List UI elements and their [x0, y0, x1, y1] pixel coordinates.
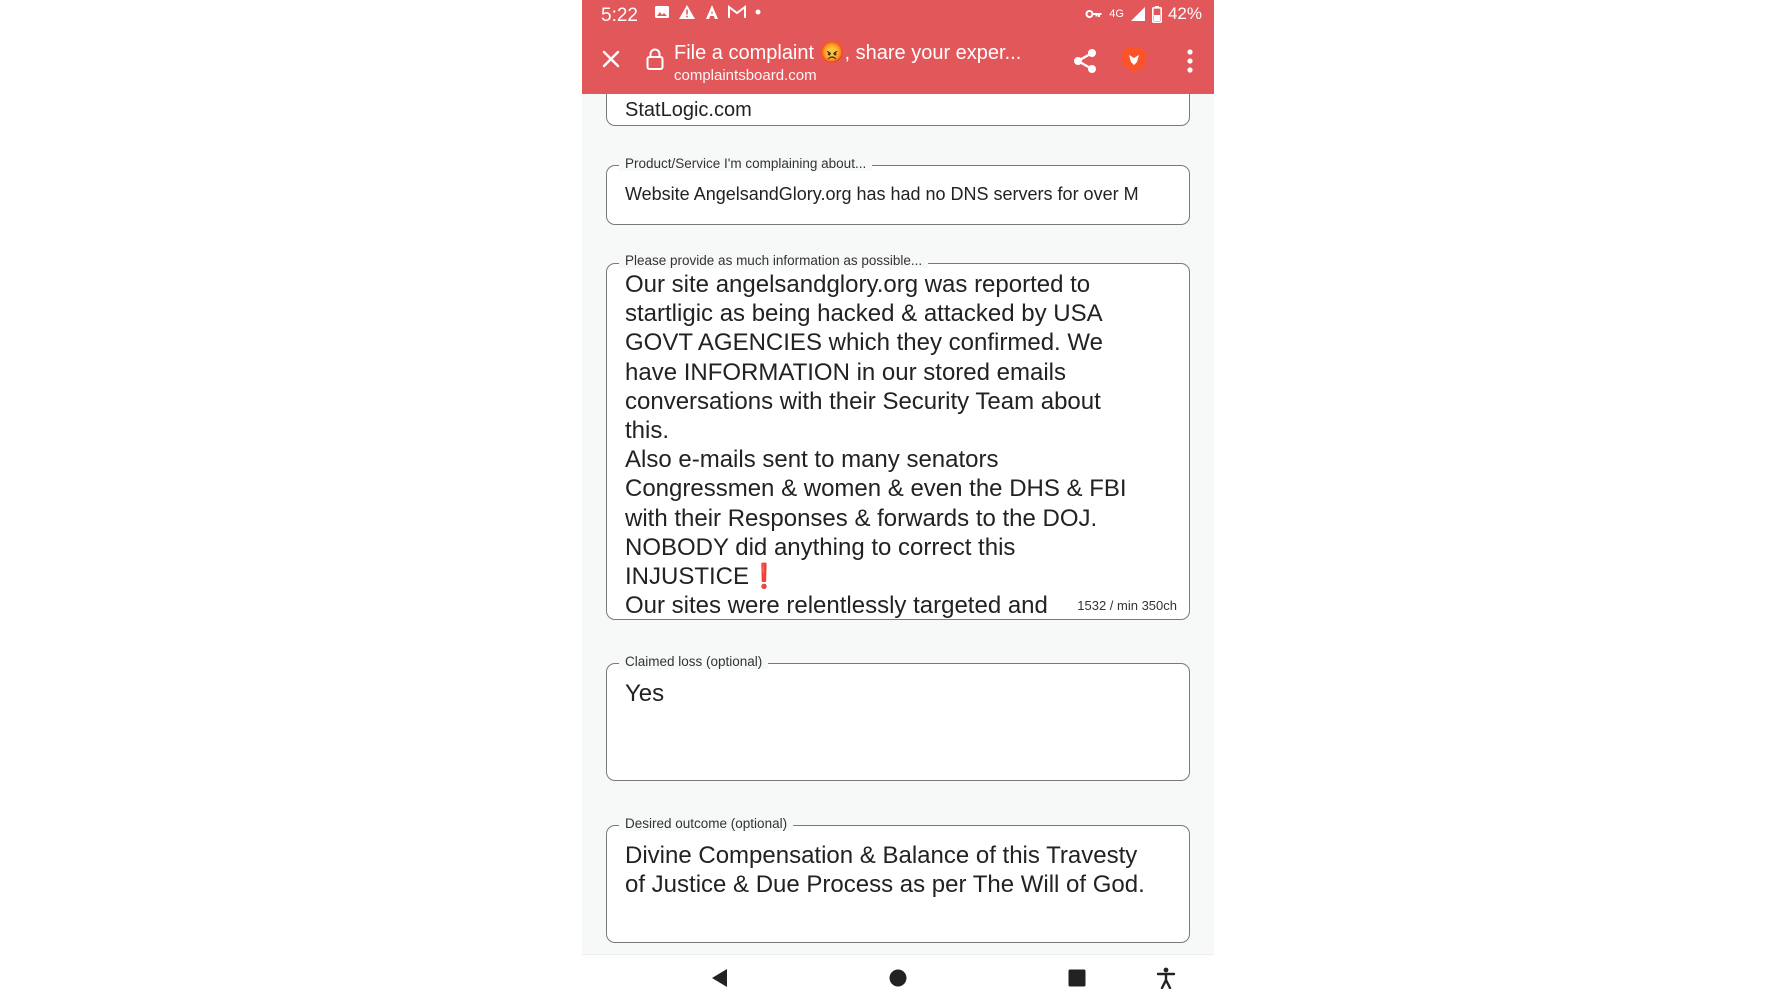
- claimed-loss-label: Claimed loss (optional): [619, 654, 768, 669]
- details-line: conversations with their Security Team about: [625, 387, 1101, 415]
- app-icon: [704, 4, 720, 20]
- outcome-line: Divine Compensation & Balance of this Travesty: [625, 842, 1138, 869]
- recents-button[interactable]: [1067, 967, 1087, 989]
- phone-screen: [582, 0, 1214, 1000]
- android-nav-bar: [582, 954, 1214, 1000]
- image-icon: [654, 4, 670, 20]
- outcome-line: of Justice & Due Process as per The Will of God.: [625, 871, 1145, 899]
- close-tab-button[interactable]: [596, 44, 626, 74]
- desired-outcome-label: Desired outcome (optional): [619, 816, 793, 831]
- warning-icon: [678, 4, 696, 20]
- product-value: Website AngelsandGlory.org has had no DNS servers for over M: [625, 184, 1139, 204]
- home-button[interactable]: [888, 967, 908, 989]
- details-line: Our sites were relentlessly targeted and: [625, 592, 1048, 620]
- network-type: 4G: [1109, 8, 1124, 20]
- share-icon[interactable]: [1070, 46, 1100, 76]
- more-options-icon[interactable]: [1180, 46, 1200, 76]
- details-line: have INFORMATION in our stored emails: [625, 358, 1067, 386]
- lock-icon[interactable]: [646, 48, 664, 70]
- battery-percent: 42%: [1167, 4, 1202, 23]
- back-button[interactable]: [709, 967, 729, 989]
- product-label: Product/Service I'm complaining about...: [619, 156, 872, 171]
- details-line: this.: [625, 417, 670, 445]
- desired-outcome-field[interactable]: [606, 816, 1190, 943]
- product-field[interactable]: [606, 156, 1190, 225]
- battery-icon: [1152, 6, 1162, 23]
- form-scroll-area[interactable]: [582, 94, 1214, 954]
- accessibility-icon[interactable]: [1156, 967, 1176, 989]
- claimed-loss-field[interactable]: [606, 654, 1190, 781]
- details-line: INJUSTICE❗: [625, 563, 779, 591]
- details-line: Congressmen & women & even the DHS & FBI: [625, 475, 1127, 503]
- system-icons: [1085, 4, 1202, 24]
- claimed-loss-value: Yes: [625, 680, 665, 707]
- page-url[interactable]: complaintsboard.com: [674, 67, 817, 84]
- close-icon: [602, 50, 620, 68]
- gmail-icon: [728, 5, 746, 19]
- browser-header: [582, 0, 1214, 94]
- details-field[interactable]: [606, 263, 1190, 620]
- brave-lion-icon[interactable]: [1118, 44, 1150, 76]
- details-text: [625, 270, 1171, 620]
- signal-icon: [1130, 6, 1146, 22]
- page-title[interactable]: File a complaint 😡, share your exper...: [674, 42, 1022, 64]
- details-label: Please provide as much information as possible...: [619, 253, 928, 268]
- details-line: with their Responses & forwards to the DOJ.: [625, 504, 1098, 532]
- notification-icons: [654, 4, 762, 20]
- company-value: StatLogic.com: [625, 99, 752, 121]
- address-bar: [582, 30, 1214, 94]
- status-time: 5:22: [601, 5, 638, 26]
- key-icon: [1085, 8, 1103, 20]
- details-line: NOBODY did anything to correct this: [625, 533, 1016, 561]
- status-bar: [582, 0, 1214, 30]
- desired-outcome-value: [625, 841, 1171, 899]
- details-line: startligic as being hacked & attacked by USA: [625, 300, 1103, 328]
- details-line: Also e-mails sent to many senators: [625, 446, 999, 474]
- company-field[interactable]: [606, 94, 1190, 126]
- dot-icon: [754, 8, 762, 16]
- details-line: GOVT AGENCIES which they confirmed. We: [625, 329, 1103, 357]
- details-line: Our site angelsandglory.org was reported to: [625, 271, 1091, 298]
- character-counter: 1532 / min 350ch: [1077, 598, 1177, 613]
